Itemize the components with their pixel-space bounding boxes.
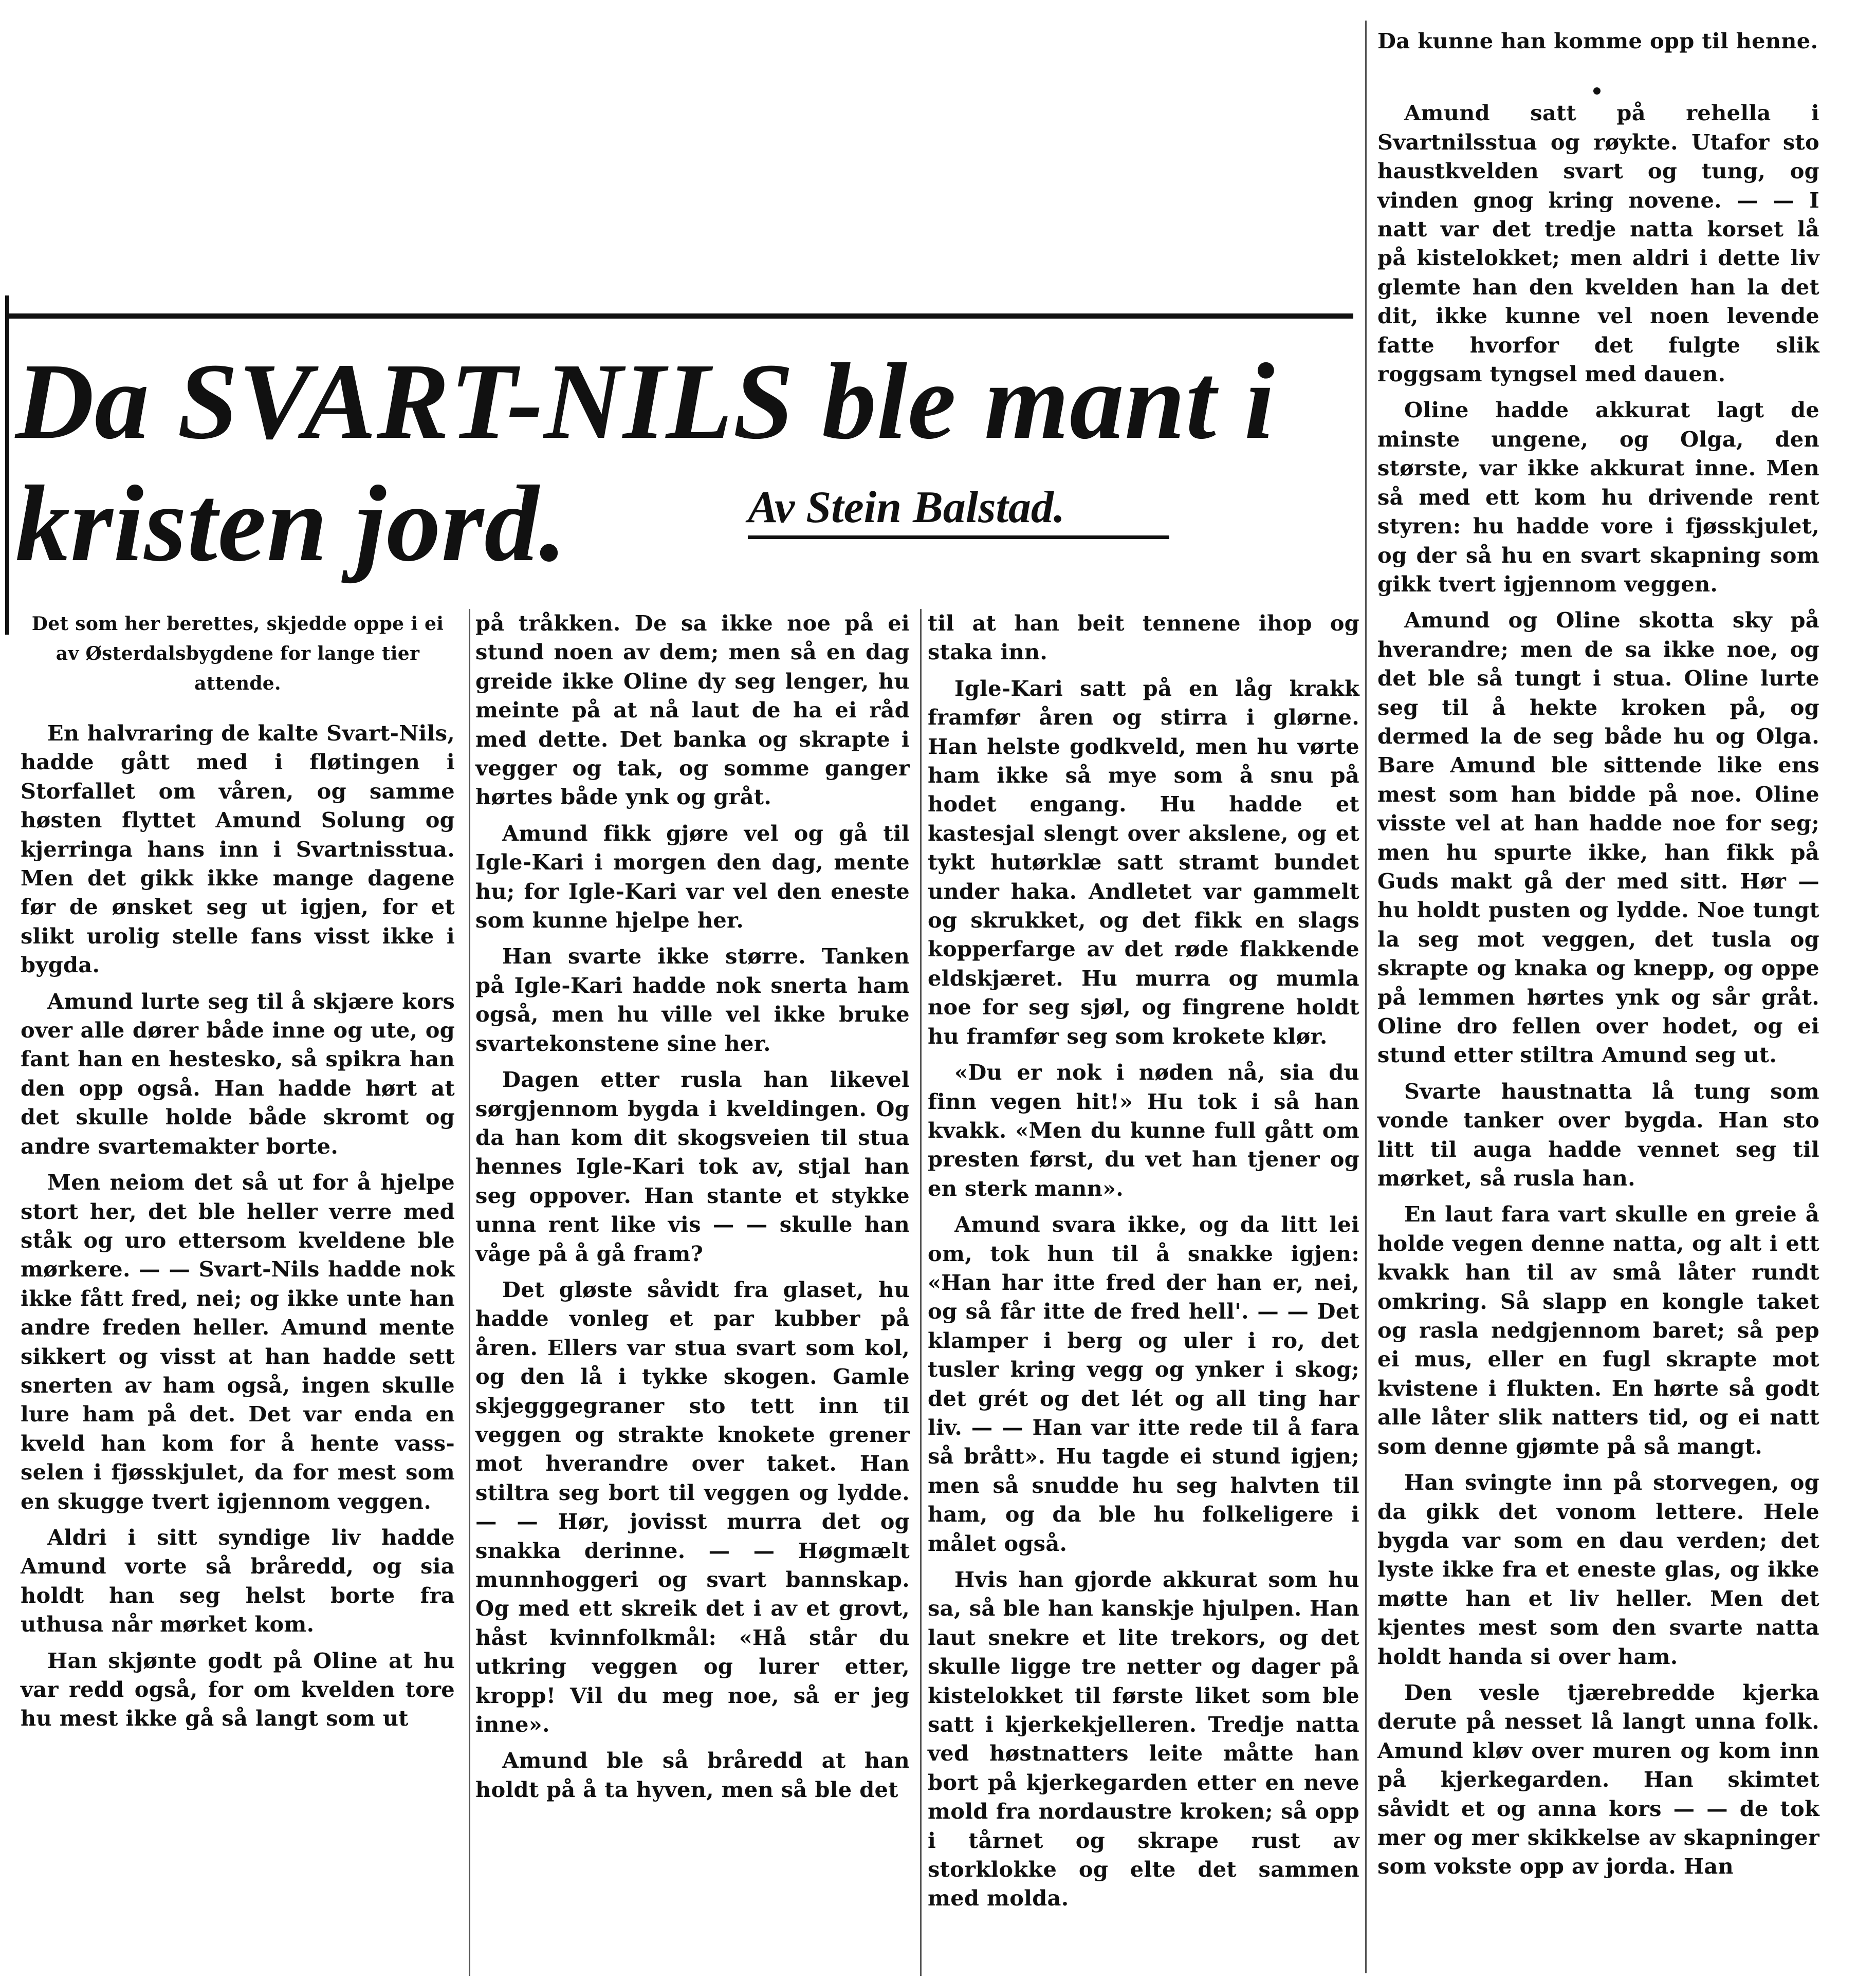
paragraph: Dagen etter rusla han likevel sørgjennom bygda i kveldingen. Og da han kom dit skogsveien til stua hennes Igle-Kari tok av, stjal han seg oppover. Han stante et stykke unna rent like vis — — skulle han våge på å gå fram? — [475, 1067, 910, 1266]
paragraph: En laut fara vart skulle en greie å holde vegen denne natta, og alt i ett kvakk han til av små låter rundt omkring. Så slapp en kongle taket og rasla nedgjennom baret; så pep ei mus, eller en fugl skrapte mot kvistene i flukten. En hørte så godt alle låter slik natters tid, og ei natt som denne gjømte på så mangt. — [1377, 1201, 1819, 1459]
column-2 — [475, 609, 910, 1811]
paragraph: Igle-Kari satt på en låg krakk framfør åren og stirra i glørne. Han helste godkveld, men hu vørte ham ikke så mye som å snu på hodet engang. Hu hadde et kastesjal slengt over akslene, og et tykt hutørklæ satt stramt bundet under haka. Andletet var gammelt og skrukket, og det fikk en slags kopperfarge av det røde flakkende eldskjæret. Hu murra og mumla noe for seg sjøl, og fingrene holdt hu framfør seg som krokete klør. — [928, 675, 1359, 1049]
paragraph: Amund svara ikke, og da litt lei om, tok hun til å snakke igjen: «Han har itte fred der han er, nei, og så får itte de fred hell'. — — Det klamper i berg og uler i ro, det tusler kring vegg og ynker i skog; det grét og det lét og all ting har liv. — — Han var itte rede til å fara så brått». Hu tagde ei stund igjen; men så snudde hu seg halvten til ham, og da ble hu folkeligere i målet også. — [928, 1212, 1359, 1556]
paragraph: Amund ble så bråredd at han holdt på å ta hyven, men så ble det — [475, 1748, 910, 1802]
column-divider — [1365, 21, 1367, 1973]
headline-line-1: Da SVART-NILS ble mant i — [15, 341, 1275, 461]
column-divider — [920, 609, 922, 1976]
paragraph: Han svarte ikke større. Tanken på Igle-Kari hadde nok snerta ham også, men hu ville vel ikke bruke svartekonstene sine her. — [475, 943, 910, 1056]
paragraph: Det gløste såvidt fra glaset, hu hadde vonleg et par kubber på åren. Ellers var stua svart som kol, og den lå i tykke skogen. Gamle skjegggegraner sto tett inn til veggen og strakte knokete grener mot hverandre over taket. Han stiltra seg bort til veggen og lydde. — — Hør, jovisst murra det og snakka derinne. — — Høgmælt munnhoggeri og svart bannskap. Og med ett skreik det i av et grovt, håst kvinnfolkmål: «Hå står du utkring veggen og lurer etter, kropp! Vil du meg noe, så er jeg inne». — [475, 1276, 910, 1737]
column-1 — [21, 609, 455, 1741]
paragraph: En halvraring de kalte Svart-Nils, hadde gått med i fløtingen i Storfallet om våren, og samme høsten flyttet Amund Solung og kjerringa hans inn i Svartnisstua. Men det gikk ikke mange dagene før de ønsket seg ut igjen, for et slikt urolig stelle fans visst ikke i bygda. — [21, 720, 455, 978]
paragraph: Da kunne han komme opp til henne. — [1377, 28, 1818, 53]
paragraph: Amund satt på rehella i Svartnilsstua og røykte. Utafor sto haustkvelden svart og tung, og vinden gnog kring novene. — — I natt var det tredje natta korset lå på kistelokket; men aldri i dette liv glemte han den kvelden han la det dit, ikke kunne vel noen levende fatte hvorfor det fulgte slik roggsam tyngsel med dauen. — [1377, 100, 1819, 387]
headline-left-bar — [5, 295, 9, 635]
headline-rule — [9, 313, 1353, 319]
paragraph: Men neiom det så ut for å hjelpe stort her, det ble heller verre med ståk og uro ettersom kveldene ble mørkere. — — Svart-Nils hadde nok ikke fått fred, nei; og ikke unte han andre freden heller. Amund mente sikkert og visst at han hadde sett snerten av ham også, ingen skulle lure ham på det. Det var enda en kveld han kom for å hente vass-selen i fjøsskjulet, da for mest som en skugge tvert igjennom veggen. — [21, 1170, 455, 1514]
column-divider — [469, 609, 470, 1976]
paragraph: Hvis han gjorde akkurat som hu sa, så ble han kanskje hjulpen. Han laut snekre et lite trekors, og det skulle ligge tre netter og dager på kistelokket til første liket som ble satt i kjerkekjelleren. Tredje natta ved høstnatters leite måtte han bort på kjerkegarden etter en neve mold fra nordaustre kroken; så opp i tårnet og skrape rust av storklokke og elte det sammen med molda. — [928, 1567, 1359, 1911]
column-right — [1377, 27, 1819, 1889]
paragraph: Amund lurte seg til å skjære kors over alle dører både inne og ute, og fant han en hestesko, så spikra han den opp også. Han hadde hørt at det skulle holde både skromt og andre svartemakter borte. — [21, 988, 455, 1159]
paragraph: Svarte haustnatta lå tung som vonde tanker over bygda. Han sto litt til auga hadde vennet seg til mørket, så rusla han. — [1377, 1078, 1819, 1191]
intro-text: Det som her berettes, skjedde oppe i ei av Østerdalsbygdene for lange tier attende. — [31, 613, 444, 694]
paragraph: Oline hadde akkurat lagt de minste ungene, og Olga, den største, var ikke akkurat inne. Men så med ett kom hu drivende rent styren: hu hadde vore i fjøsskjulet, og der så hu en svart skapning som gikk tvert igjennom veggen. — [1377, 397, 1819, 597]
paragraph: Den vesle tjærebredde kjerka derute på nesset lå langt unna folk. Amund kløv over muren og kom inn på kjerkegarden. Han skimtet såvidt et og anna kors — — de tok mer og mer skikkelse av skapninger som vokste opp av jorda. Han — [1377, 1679, 1819, 1879]
paragraph: Amund fikk gjøre vel og gå til Igle-Kari i morgen den dag, mente hu; for Igle-Kari var vel den eneste som kunne hjelpe her. — [475, 820, 910, 933]
paragraph: Aldri i sitt syndige liv hadde Amund vorte så bråredd, og sia holdt han seg helst borte fra uthusa når mørket kom. — [21, 1524, 455, 1637]
decorative-dot — [1593, 87, 1601, 95]
paragraph: på tråkken. De sa ikke noe på ei stund noen av dem; men så en dag greide ikke Oline dy seg lenger, hu meinte på at nå laut de ha ei råd med dette. Det banka og skrapte i vegger og tak, og somme ganger hørtes både ynk og gråt. — [475, 610, 910, 810]
paragraph: Han skjønte godt på Oline at hu var redd også, for om kvelden tore hu mest ikke gå så langt som ut — [21, 1647, 455, 1731]
paragraph: «Du er nok i nøden nå, sia du finn vegen hit!» Hu tok i så han kvakk. «Men du kunne full gått om presten først, du vet han tjener og en sterk mann». — [928, 1060, 1359, 1201]
paragraph: Amund og Oline skotta sky på hverandre; men de sa ikke noe, og det ble så tungt i stua. Oline lurte seg til å hekte kroken på, og dermed la de seg både hu og Olga. Bare Amund ble sittende like ens mest som han bidde på noe. Oline visste vel at han hadde noe for seg; men hu spurte ikke, han fikk på Guds makt gå der med sitt. Hør — hu holdt pusten og lydde. Noe tungt la seg mot veggen, det tusla og skrapte og knaka og knepp, og oppe på lemmen hørtes ynk og sår gråt. Oline dro fellen over hodet, og ei stund etter stiltra Amund seg ut. — [1377, 607, 1819, 1068]
headline — [15, 340, 1357, 585]
column-3 — [928, 609, 1359, 1920]
paragraph: til at han beit tennene ihop og staka inn. — [928, 610, 1359, 665]
byline: Av Stein Balstad. — [748, 482, 1169, 539]
headline-line-2: kristen jord. — [15, 463, 567, 584]
paragraph: Han svingte inn på storvegen, og da gikk det vonom lettere. Hele bygda var som en dau verden; det lyste ikke fra et eneste glas, og ikke møtte han et liv heller. Men det kjentes mest som den svarte natta holdt handa si over ham. — [1377, 1470, 1819, 1669]
